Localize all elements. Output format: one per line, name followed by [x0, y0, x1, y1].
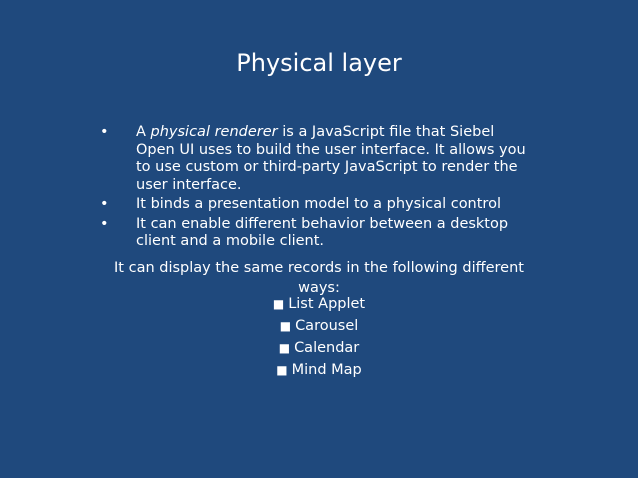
bullet-text: It binds a presentation model to a physical control — [136, 196, 501, 212]
bullet-text-suffix: is a JavaScript file that Siebel Open UI uses to build the user interface. It allows you to use custom or third-party JavaScript to render the user interface. — [136, 124, 526, 193]
bullet-list — [100, 124, 530, 253]
display-option-item — [0, 337, 638, 359]
slide-title: Physical layer — [236, 49, 402, 77]
display-ways-intro: It can display the same records in the following different ways: — [114, 260, 524, 296]
bullet-text: It can enable different behavior between a desktop client and a mobile client. — [136, 215, 509, 249]
display-option-item — [0, 293, 638, 315]
bullet-item — [100, 216, 530, 251]
bullet-text-emphasis: physical renderer — [150, 124, 278, 140]
square-bullet-icon: ■ — [276, 363, 288, 377]
display-option-label: List Applet — [288, 296, 366, 312]
bullet-item — [100, 124, 530, 194]
square-bullet-icon: ■ — [279, 319, 292, 333]
bullet-text-prefix: A — [136, 124, 151, 140]
bullet-marker: • — [100, 196, 109, 212]
display-option-label: Calendar — [294, 340, 360, 356]
square-bullet-icon: ■ — [272, 297, 285, 311]
display-option-item — [0, 359, 638, 381]
bullet-marker: • — [100, 124, 109, 140]
square-bullet-icon: ■ — [278, 341, 291, 355]
bullet-marker: • — [100, 215, 109, 232]
display-option-label: Mind Map — [291, 362, 362, 378]
display-option-label: Carousel — [295, 318, 359, 334]
display-option-item — [0, 315, 638, 337]
bullet-item — [100, 196, 530, 214]
display-options-list — [0, 293, 638, 381]
